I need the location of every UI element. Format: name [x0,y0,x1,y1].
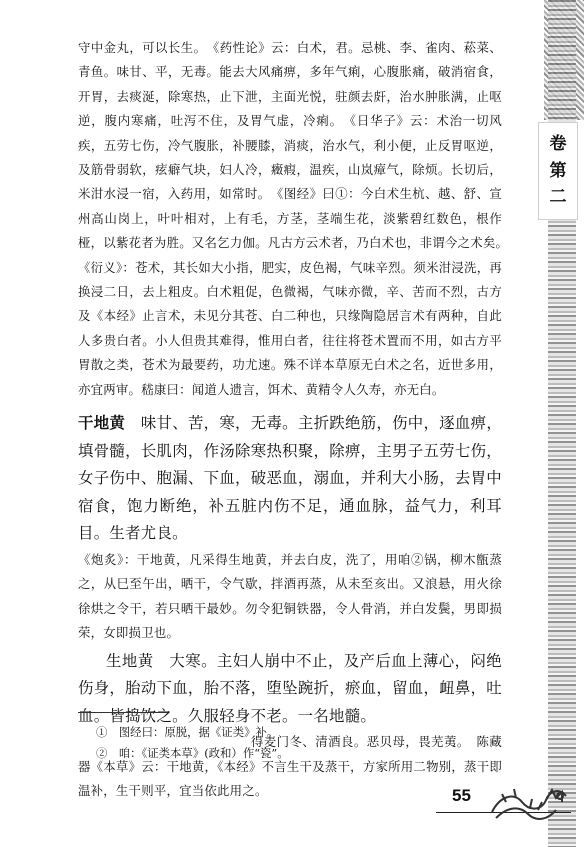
page-number: 55 [452,786,471,805]
footnote-divider [78,712,168,713]
paragraph-baizhu: 守中金丸，可以长生。 《药性论》云：白术，君。忌桃、李、雀肉、菘菜、青鱼。味甘、平，无毒。能去大风痛痹，多年气痢，心腹胀痛，破消宿食，开胃，去痰涎，除寒热，止下泄，主面光悦，驻颜去皯，治水肿胀满，止呕逆，腹内寒痛，吐泻不住，及胃气虚，冷痢。 《日华子》云：术治一切风疾，五劳七伤，冷气腹胀，补腰膝，消痰，治水气，利小便，止反胃呕逆，及筋骨弱软，痃癖气块，妇人冷，癥瘕，温疾，山岚瘴气，除烦。长切后，米泔水浸一宿，入药用，如常时。 《图经》曰①：今白术生杭、越、舒、宣州高山岗上，叶叶相对，上有毛，方茎，茎端生花，淡紫碧红数色，根作桠，以紫花者为胜。又名乞力伽。凡古方云术者，乃白术也，非谓今之术矣。 《衍义》：苍术，其长如大小指，肥实，皮色褐，气味辛烈。须米泔浸洗，再换浸二日，去上粗皮。白术粗促，色微褐，气味亦微，辛、苦而不烈，古方及《本经》止言术，未见分其苍、白二种也，只缘陶隐居言术有两种，自此人多贵白者。小人但贵其难得，惟用白者，往往将苍术置而不用，如古方平胃散之类，苍术为最要药，功尤速。殊不详本草原无白术之名，近世多用，亦宜两审。嵇康曰：闻道人遗言，饵术、黄精令人久寿，亦无白。 [78,40,515,397]
dragon-ornament-icon [486,766,572,830]
footnote-1: ① 图经曰：原脱，据《证类》补。 [96,725,279,739]
entry-heading: 生地黄 [106,651,154,670]
entry-description: 味甘、苦，寒，无毒。主折跌绝筋，伤中，逐血痹，填骨髓，长肌肉，作汤除寒热积聚，除痹，主男子五劳七伤，女子伤中、胞漏、下血，破恶血，溺血，并利大小肠，去胃中宿食，饱力断绝，补五脏内伤不足，通血脉，益气力，利耳目。生者尤良。 [78,414,503,543]
volume-tab-char-3: 二 [549,187,567,208]
supplementary-note: 得麦门冬、清酒良。恶贝母，畏芜荑。 陈藏器《本草》云：干地黄，《本经》不言生干及蒸干，方家所用二物别，蒸干即温补，生干则平，宜当依此用之。 [78,734,502,799]
volume-tab [538,122,578,220]
footnote-2: ② 咱：《证类本草》(政和）作“瓷”。 [96,746,289,760]
entry-heading: 干地黄 [78,414,126,433]
volume-tab-char-2: 第 [549,160,567,181]
main-text [78,36,515,804]
entry-gan-di-huang [78,410,502,548]
paozhi-note: 《炮炙》：干地黄，凡采得生地黄，并去白皮，洗了，用咱②锅，柳木甑蒸之，从巳至午出，晒干，令气歇，拌酒再蒸，从未至亥出。又浪悬，用火徐徐烘之令干，若只晒干最妙。勿令犯铜铁器，令人骨消，并白发鬓，男即损荣，女即损卫也。 [78,552,502,641]
footnotes [96,722,289,764]
volume-tab-char-1: 卷 [549,134,567,155]
entry-description: 大寒。主妇人崩中不止，及产后血上薄心，闷绝伤身，胎动下血，胎不落，堕坠踠折，瘀血，留血，衄鼻，吐血。皆捣饮之。久服轻身不老。一名地髓。 [78,651,502,725]
entry-sheng-di-huang [78,648,502,731]
